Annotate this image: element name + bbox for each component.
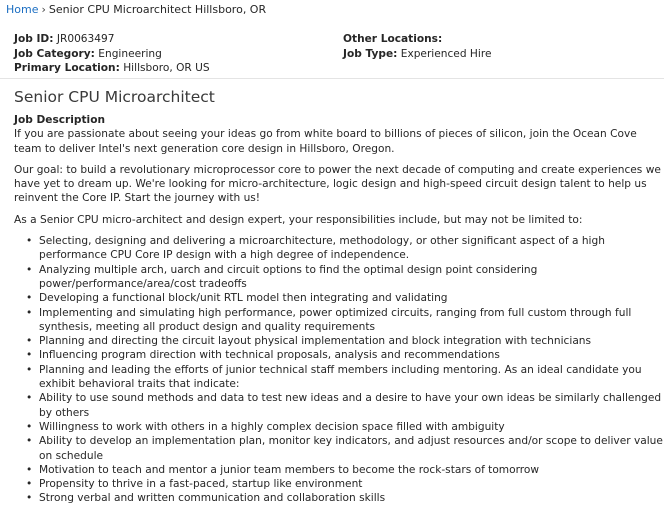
list-item-text: Implementing and simulating high performance, power optimized circuits, ranging from full custom through full synthesis, meeting all product design and quality requirements xyxy=(39,306,632,333)
bullet-icon: • xyxy=(26,463,33,476)
job-title: Senior CPU Microarchitect xyxy=(14,88,215,106)
description-paragraph: Our goal: to build a revolutionary microprocessor core to power the next decade of computing and create experiences we have yet to dream up. We're looking for micro-architecture, logic design and high-speed circuit design talent to help us reinvent the Core IP. Start the journey with us! xyxy=(14,163,661,205)
breadcrumb-current: Senior CPU Microarchitect Hillsboro, OR xyxy=(48,3,267,16)
job-type-label: Job Type: xyxy=(343,47,398,60)
job-type-row xyxy=(343,47,491,62)
list-item xyxy=(14,463,664,477)
bullet-icon: • xyxy=(26,335,33,348)
list-item xyxy=(14,306,664,335)
list-item-text: Selecting, designing and delivering a microarchitecture, methodology, or other significant aspect of a high performance CPU Core IP design with a high degree of independence. xyxy=(39,235,605,262)
list-item-text: Planning and leading the efforts of junior technical staff members including mentoring. As an ideal candidate you exhibit behavioral traits that indicate: xyxy=(39,363,642,391)
list-item xyxy=(14,477,664,491)
job-type-value: Experienced Hire xyxy=(400,47,492,60)
list-item-text: Strong verbal and written communication and collaboration skills xyxy=(39,492,386,505)
list-item xyxy=(14,234,664,263)
bullet-icon: • xyxy=(26,392,33,405)
job-id-label: Job ID: xyxy=(14,33,54,45)
bullet-icon: • xyxy=(26,349,33,362)
description-paragraph: If you are passionate about seeing your ideas go from white board to billions of pieces of silicon, join the Ocean Cove team to deliver Intel's next generation core design in Hillsboro, Oregon. xyxy=(14,128,637,155)
bullet-icon: • xyxy=(26,306,33,319)
job-description-heading: Job Description xyxy=(14,114,106,126)
list-item xyxy=(14,491,664,505)
list-item xyxy=(14,263,664,292)
job-id-value: JR0063497 xyxy=(56,33,115,45)
list-item xyxy=(14,334,664,348)
job-category-label: Job Category: xyxy=(14,47,95,60)
list-item-text: Developing a functional block/unit RTL model then integrating and validating xyxy=(39,292,448,305)
list-item xyxy=(14,434,664,463)
list-item-text: Analyzing multiple arch, uarch and circuit options to find the optimal design point considering power/performance/area/cost tradeoffs xyxy=(39,263,538,290)
job-id-row xyxy=(14,32,210,47)
bullet-icon: • xyxy=(26,492,33,505)
job-meta-right xyxy=(343,32,491,61)
list-item xyxy=(14,363,664,392)
list-item-text: Propensity to thrive in a fast-paced, startup like environment xyxy=(39,478,363,491)
list-item-text: Willingness to work with others in a highly complex decision space filled with ambiguity xyxy=(39,420,505,433)
job-category-row xyxy=(14,47,210,62)
bullet-icon: • xyxy=(26,292,33,305)
primary-location-value: Hillsboro, OR US xyxy=(123,62,210,75)
primary-location-row xyxy=(14,61,210,76)
list-item xyxy=(14,291,664,305)
bullet-icon: • xyxy=(26,235,33,248)
list-item-text: Motivation to teach and mentor a junior team members to become the rock-stars of tomorrow xyxy=(39,463,540,476)
other-locations-row xyxy=(343,32,491,47)
primary-location-label: Primary Location: xyxy=(14,62,120,75)
bullet-icon: • xyxy=(26,478,33,491)
job-description xyxy=(14,113,664,506)
list-item xyxy=(14,391,664,420)
list-item-text: Influencing program direction with technical proposals, analysis and recommendations xyxy=(39,349,500,362)
list-item xyxy=(14,420,664,434)
breadcrumb-home-link[interactable]: Home xyxy=(6,3,39,16)
breadcrumb-separator: › xyxy=(41,3,46,16)
job-meta-panel xyxy=(0,32,664,79)
job-meta-left xyxy=(14,32,210,76)
bullet-icon: • xyxy=(26,263,33,276)
list-item-text: Ability to use sound methods and data to test new ideas and a desire to have your own ideas be similarly challenged by others xyxy=(39,392,662,419)
other-locations-label: Other Locations: xyxy=(343,33,443,45)
list-item-text: Ability to develop an implementation plan, monitor key indicators, and adjust resources and/or scope to deliver value on schedule xyxy=(39,435,663,462)
breadcrumb xyxy=(6,3,266,16)
bullet-icon: • xyxy=(26,435,33,448)
bullet-icon: • xyxy=(26,363,33,376)
description-paragraph: As a Senior CPU micro-architect and design expert, your responsibilities include, but may not be limited to: xyxy=(14,213,583,226)
bullet-icon: • xyxy=(26,420,33,433)
job-category-value: Engineering xyxy=(98,47,162,60)
responsibilities-list xyxy=(14,234,664,506)
list-item xyxy=(14,348,664,362)
list-item-text: Planning and directing the circuit layout physical implementation and block integration with technicians xyxy=(39,335,592,348)
